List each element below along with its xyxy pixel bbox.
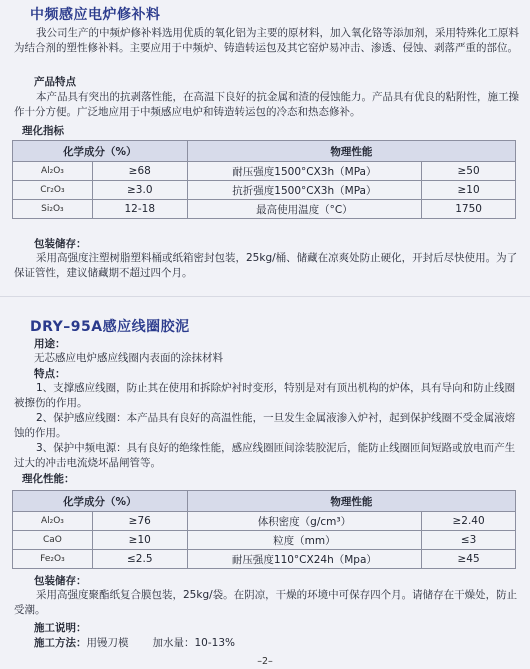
section1-features: 本产品具有突出的抗剥落性能，在高温下良好的抗金属和渣的侵蚀能力。产品具有优良的粘附性，施工操作十分方便。广泛地应用于中频感应电炉和铸造转运包的冷态和热态修补。: [14, 91, 519, 118]
section2-specs-label: 理化性能：: [22, 473, 75, 485]
method-label: 施工方法：: [34, 637, 87, 649]
section2-feature-2: 2、保护感应线圈：本产品具有良好的高温性能，一旦发生金属液渗入炉衬，起到保护线圈不受金属液熔蚀的作用。: [14, 412, 516, 439]
section1-title: 中频感应电炉修补料: [30, 7, 161, 23]
table-row: [13, 181, 516, 200]
table-cell: 抗折强度1500°CX3h（MPa）: [187, 181, 421, 200]
table-cell: 12-18: [92, 200, 187, 219]
table-cell: Cr₂O₃: [13, 181, 93, 200]
table-cell: ≥3.0: [92, 181, 187, 200]
section2-storage: 采用高强度聚酯纸复合膜包装，25kg/袋。在阴凉，干燥的环境中可保存四个月。请储存在干燥处，防止受潮。: [14, 589, 518, 616]
table-cell: 最高使用温度（°C）: [187, 200, 421, 219]
table-cell: ≥76: [92, 512, 187, 531]
water-label: 加水量：: [152, 637, 195, 649]
table-cell: 1750: [422, 200, 516, 219]
table-header-row: [13, 141, 516, 162]
table-cell: Fe₂O₃: [13, 550, 93, 569]
method-value: 用镘刀模: [86, 637, 129, 649]
section1-features-label: 产品特点: [34, 76, 76, 88]
table-cell: Al₂O₃: [13, 512, 93, 531]
section1-storage: 采用高强度注塑树脂塑料桶或纸箱密封包装，25kg/桶、储藏在凉爽处防止硬化，开封后尽快使用。为了保证管性，建议储藏期不超过四个月。: [14, 252, 518, 279]
table-row: [13, 512, 516, 531]
section2-feature-3: 3、保护中频电源：具有良好的绝缘性能，感应线圈匝间涂装胶泥后，能防止线圈匝间短路或放电而产生过大的冲击电流烧坏晶闸管等。: [14, 442, 516, 469]
table-cell: ≥10: [92, 531, 187, 550]
table-cell: ≥45: [422, 550, 516, 569]
table-cell: 粒度（mm）: [187, 531, 421, 550]
section2-construction-label: 施工说明：: [34, 622, 87, 634]
section2-title: DRY–95A感应线圈胶泥: [30, 319, 190, 335]
table-cell: ≥68: [92, 162, 187, 181]
section1-specs-label: 理化指标: [22, 125, 64, 137]
chemical-header: 化学成分（%）: [13, 491, 188, 512]
table-row: [13, 550, 516, 569]
section2-use: 无芯感应电炉感应线圈内表面的涂抹材料: [34, 352, 223, 364]
section-divider: [0, 296, 530, 297]
physical-header: 物理性能: [187, 491, 515, 512]
table-cell: 耐压强度1500°CX3h（MPa）: [187, 162, 421, 181]
section2-method-line: [34, 636, 514, 651]
section2-features-label: 特点：: [34, 368, 66, 380]
table-cell: 耐压强度110°CX24h（Mpa）: [187, 550, 421, 569]
table-cell: ≤3: [422, 531, 516, 550]
section2-feature-1: 1、支撑感应线圈，防止其在使用和拆除炉衬时变形，特别是对有顶出机构的炉体，具有导向和防止线圈被擦伤的作用。: [14, 382, 516, 409]
physical-header: 物理性能: [187, 141, 515, 162]
table-header-row: [13, 491, 516, 512]
table-cell: ≥10: [422, 181, 516, 200]
chemical-header: 化学成分（%）: [13, 141, 188, 162]
section2-use-label: 用途：: [34, 338, 66, 350]
table-cell: CaO: [13, 531, 93, 550]
section1-intro: 我公司生产的中频炉修补料选用优质的氧化铝为主要的原材料，加入氧化铬等添加剂，采用特殊化工原料为结合剂的塑性修补料。主要应用于中频炉、铸造转运包及其它窑炉易冲击、渗透、侵蚀、剥落严重的部位。: [14, 27, 519, 54]
section2-spec-table: [12, 490, 516, 569]
table-cell: ≥50: [422, 162, 516, 181]
table-row: [13, 531, 516, 550]
section1-storage-label: 包装储存：: [34, 238, 87, 250]
section2-storage-label: 包装储存：: [34, 575, 87, 587]
table-cell: 体积密度（g/cm³）: [187, 512, 421, 531]
table-cell: ≤2.5: [92, 550, 187, 569]
table-cell: Si₂O₃: [13, 200, 93, 219]
table-row: [13, 200, 516, 219]
table-cell: Al₂O₃: [13, 162, 93, 181]
water-value: 10-13%: [194, 637, 235, 649]
table-row: [13, 162, 516, 181]
page-number: –2–: [257, 656, 273, 667]
table-cell: ≥2.40: [422, 512, 516, 531]
section1-spec-table: [12, 140, 516, 219]
